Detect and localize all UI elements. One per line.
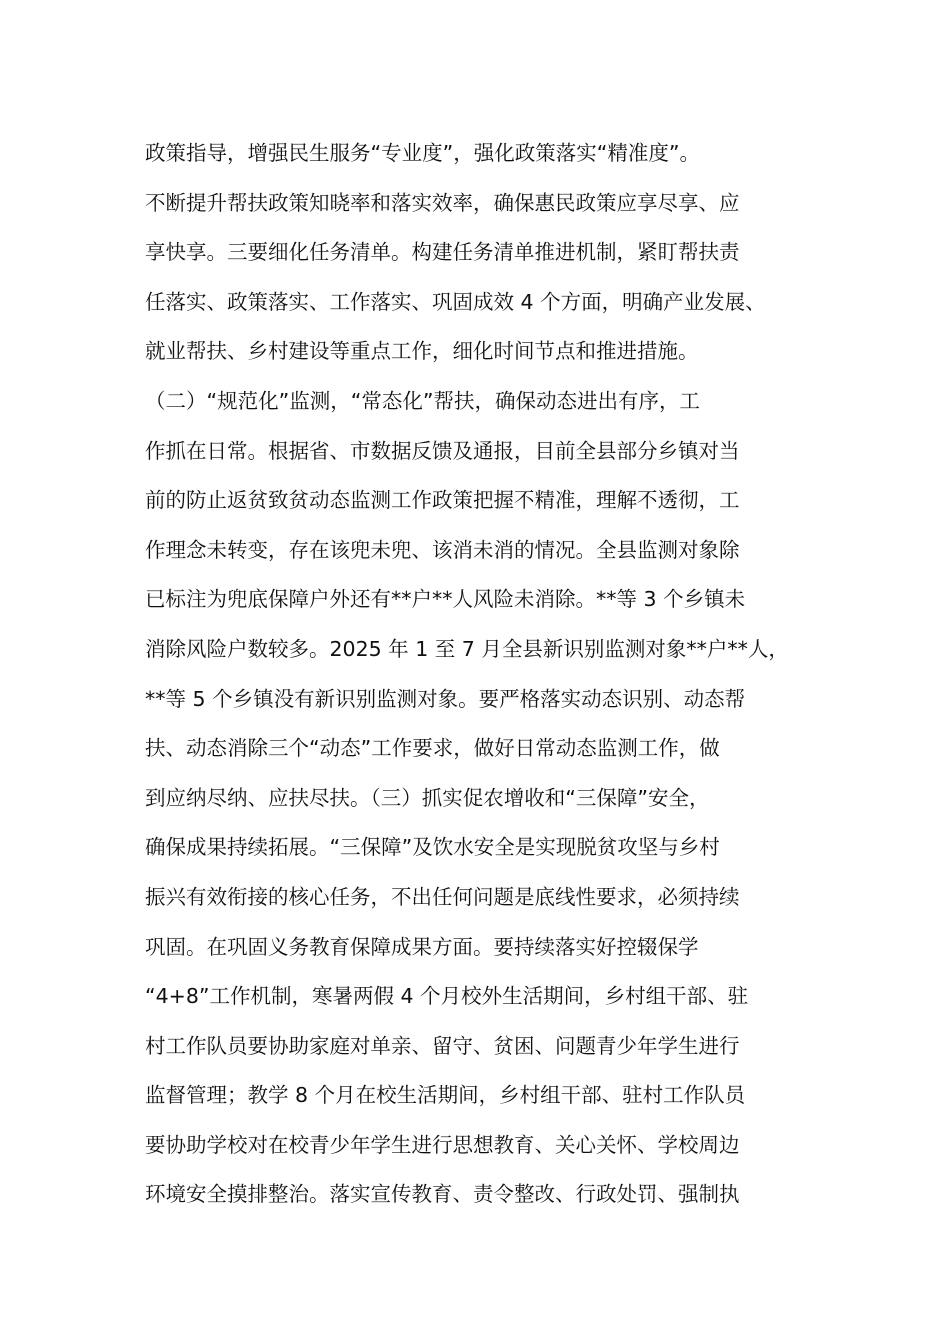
text-line: 作理念未转变，存在该兜未兜、该消未消的情况。全县监测对象除 [145, 537, 740, 562]
text-line: “4+8”工作机制，寒暑两假 4 个月校外生活期间，乡村组干部、驻 [145, 984, 749, 1009]
text-line: 监督管理；教学 8 个月在校生活期间，乡村组干部、驻村工作队员 [145, 1083, 746, 1108]
text-line: 村工作队员要协助家庭对单亲、留守、贫困、问题青少年学生进行 [145, 1033, 740, 1058]
text-line: 振兴有效衔接的核心任务，不出任何问题是底线性要求，必须持续 [145, 884, 740, 909]
text-line: 政策指导，增强民生服务“专业度”，强化政策落实“精准度”。 [145, 141, 700, 165]
text-line: 巩固。在巩固义务教育保障成果方面。要持续落实好控辍保学 [145, 934, 699, 959]
text-line: 到应纳尽纳、应扶尽扶。（三）抓实促农增收和“三保障”安全， [145, 785, 710, 810]
text-line: 不断提升帮扶政策知晓率和落实效率，确保惠民政策应享尽享、应 [145, 190, 740, 215]
text-line: 前的防止返贫致贫动态监测工作政策把握不精准，理解不透彻，工 [145, 488, 740, 513]
text-line: **等 5 个乡镇没有新识别监测对象。要严格落实动态识别、动态帮 [145, 686, 746, 711]
text-line: 作抓在日常。根据省、市数据反馈及通报，目前全县部分乡镇对当 [145, 438, 740, 463]
body-text [145, 129, 845, 1220]
text-line: 消除风险户数较多。2025 年 1 至 7 月全县新识别监测对象**户**人， [145, 636, 789, 661]
text-line: 已标注为兜底保障户外还有**户**人风险未消除。**等 3 个乡镇未 [145, 587, 746, 612]
text-line: 就业帮扶、乡村建设等重点工作，细化时间节点和推进措施。 [145, 339, 699, 364]
text-line: （二）“规范化”监测，“常态化”帮扶，确保动态进出有序，工 [145, 388, 700, 413]
text-line: 任落实、政策落实、工作落实、巩固成效 4 个方面，明确产业发展、 [145, 289, 766, 314]
text-line: 环境安全摸排整治。落实宣传教育、责令整改、行政处罚、强制执 [145, 1182, 740, 1207]
text-line: 扶、动态消除三个“动态”工作要求，做好日常动态监测工作，做 [145, 736, 720, 761]
text-line: 享快享。三要细化任务清单。构建任务清单推进机制，紧盯帮扶责 [145, 240, 740, 265]
text-line: 确保成果持续拓展。“三保障”及饮水安全是实现脱贫攻坚与乡村 [145, 835, 720, 860]
text-line: 要协助学校对在校青少年学生进行思想教育、关心关怀、学校周边 [145, 1132, 740, 1157]
